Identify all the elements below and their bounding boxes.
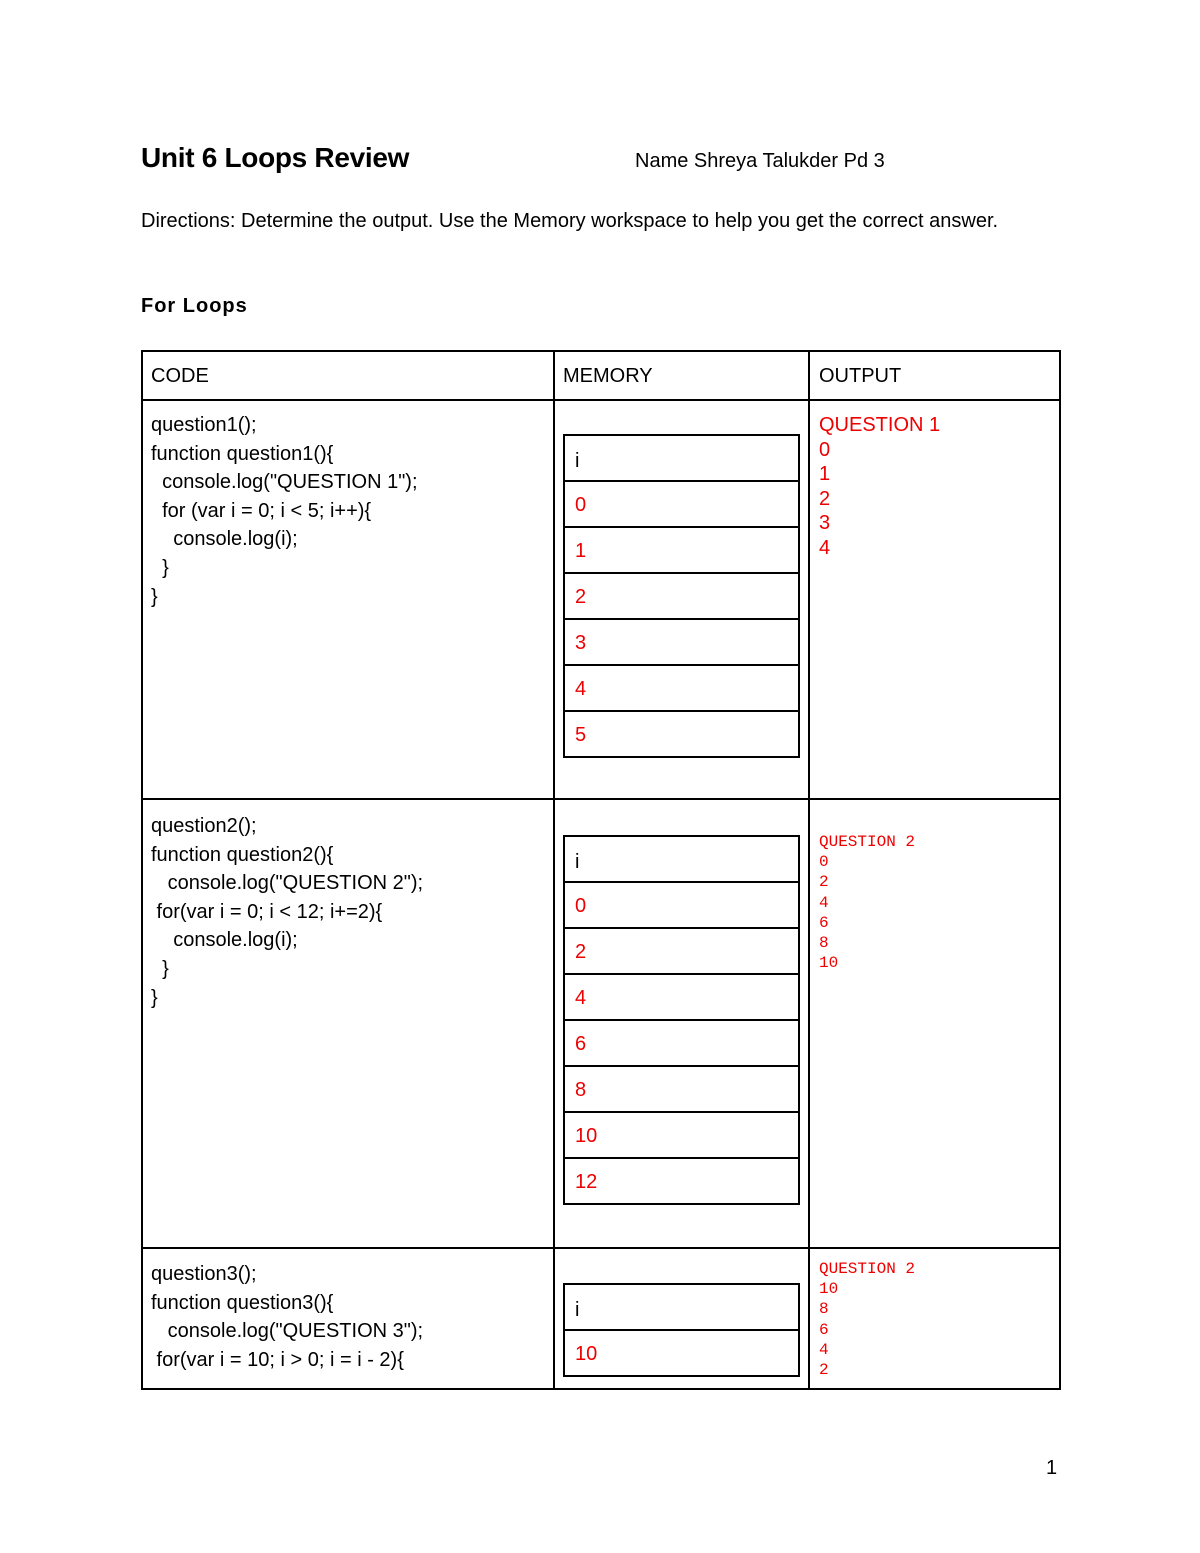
memory-variable: i bbox=[575, 851, 580, 873]
memory-value: 4 bbox=[575, 987, 587, 1009]
memory-value: 10 bbox=[575, 1343, 598, 1365]
directions-text: Directions: Determine the output. Use the Memory workspace to help you get the correct answer. bbox=[141, 210, 999, 232]
memory-cell bbox=[563, 710, 800, 758]
column-divider bbox=[553, 352, 555, 1388]
output-question-3: QUESTION 2 10 8 6 4 2 bbox=[819, 1260, 916, 1380]
memory-cell bbox=[563, 618, 800, 664]
code-question-1: question1(); function question1(){ console.log("QUESTION 1"); for (var i = 0; i < 5; i++){ console.log(i); } } bbox=[151, 414, 418, 608]
page-number: 1 bbox=[1046, 1457, 1058, 1479]
output-question-2: QUESTION 2 0 2 4 6 8 10 bbox=[819, 833, 916, 973]
row-divider bbox=[143, 399, 1059, 401]
memory-cell bbox=[563, 1111, 800, 1157]
memory-cell bbox=[563, 1065, 800, 1111]
memory-value: 12 bbox=[575, 1171, 598, 1193]
memory-value: 0 bbox=[575, 895, 587, 917]
memory-cell bbox=[563, 881, 800, 927]
memory-cell bbox=[563, 526, 800, 572]
output-question-1: QUESTION 1 0 1 2 3 4 bbox=[819, 414, 941, 559]
memory-cell bbox=[563, 973, 800, 1019]
memory-cell bbox=[563, 572, 800, 618]
memory-value: 2 bbox=[575, 941, 587, 963]
page-title: Unit 6 Loops Review bbox=[141, 142, 410, 173]
memory-cell bbox=[563, 1019, 800, 1065]
header-memory: MEMORY bbox=[563, 365, 653, 387]
memory-value: 5 bbox=[575, 724, 587, 746]
code-question-3: question3(); function question3(){ console.log("QUESTION 3"); for(var i = 10; i > 0; i = i - 2){ bbox=[151, 1263, 424, 1371]
memory-cell bbox=[563, 927, 800, 973]
memory-question-1 bbox=[563, 434, 800, 758]
memory-cell bbox=[563, 664, 800, 710]
row-divider bbox=[143, 1247, 1059, 1249]
header-code: CODE bbox=[151, 365, 209, 387]
memory-cell bbox=[563, 480, 800, 526]
memory-cell bbox=[563, 434, 800, 480]
header-output: OUTPUT bbox=[819, 365, 902, 387]
code-question-2: question2(); function question2(){ console.log("QUESTION 2"); for(var i = 0; i < 12; i+=2){ console.log(i); } } bbox=[151, 815, 424, 1009]
column-divider bbox=[808, 352, 810, 1388]
memory-question-2 bbox=[563, 835, 800, 1205]
memory-value: 2 bbox=[575, 586, 587, 608]
memory-cell bbox=[563, 1157, 800, 1205]
memory-cell bbox=[563, 1283, 800, 1329]
memory-value: 6 bbox=[575, 1033, 587, 1055]
memory-question-3 bbox=[563, 1283, 800, 1377]
section-heading: For Loops bbox=[141, 295, 248, 317]
memory-value: 0 bbox=[575, 494, 587, 516]
memory-variable: i bbox=[575, 450, 580, 472]
loops-table bbox=[141, 350, 1061, 1390]
memory-variable: i bbox=[575, 1299, 580, 1321]
memory-value: 8 bbox=[575, 1079, 587, 1101]
memory-value: 10 bbox=[575, 1125, 598, 1147]
student-name-line: Name Shreya Talukder Pd 3 bbox=[635, 150, 885, 172]
memory-cell bbox=[563, 1329, 800, 1377]
memory-value: 1 bbox=[575, 540, 587, 562]
memory-cell bbox=[563, 835, 800, 881]
memory-value: 4 bbox=[575, 678, 587, 700]
row-divider bbox=[143, 798, 1059, 800]
memory-value: 3 bbox=[575, 632, 587, 654]
